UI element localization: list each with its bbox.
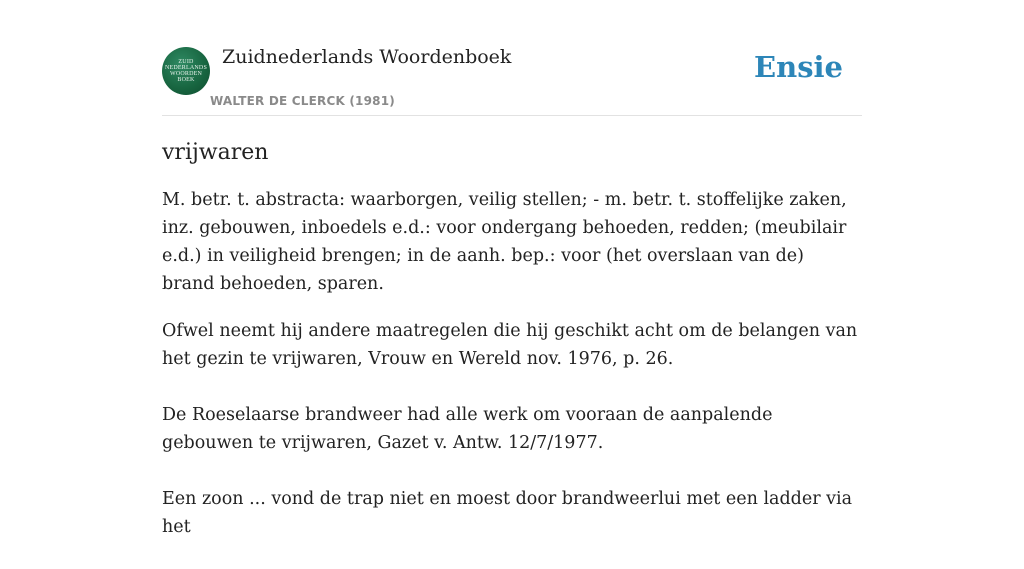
entry-headword: vrijwaren (162, 140, 269, 165)
logo-line: NEDERLANDS (165, 65, 207, 71)
quote-item: De Roeselaarse brandweer had alle werk om vooraan de aanpalende gebouwen te vrijwaren, Gazet v. Antw. 12/7/1977. (162, 405, 773, 453)
logo-line: ZUID (178, 59, 194, 65)
logo-line: BOEK (177, 77, 195, 83)
logo-line: WOORDEN (169, 71, 203, 77)
quote-item: Een zoon ... vond de trap niet en moest door brandweerlui met een ladder via het (162, 489, 853, 537)
quote-item: Ofwel neemt hij andere maatregelen die hij geschikt acht om de belangen van het gezin te vrijwaren, Vrouw en Wereld nov. 1976, p. 26. (162, 321, 858, 369)
quote-list (162, 317, 862, 541)
entry-definition: M. betr. t. abstracta: waarborgen, veilig stellen; - m. betr. t. stoffelijke zaken, inz. gebouwen, inboedels e.d.: voor ondergang behoeden, redden; (meubilair e.d.) in veiligheid brengen; in de aanh. bep.: voor (het overslaan van de) brand behoeden, sparen. (162, 190, 847, 294)
dictionary-title[interactable]: Zuidnederlands Woordenboek (222, 46, 512, 68)
dictionary-logo[interactable] (162, 47, 210, 95)
dictionary-header (162, 0, 862, 116)
content-column (162, 0, 862, 569)
dictionary-author: WALTER DE CLERCK (1981) (210, 94, 395, 108)
ensie-brand-link[interactable]: Ensie (754, 50, 843, 84)
